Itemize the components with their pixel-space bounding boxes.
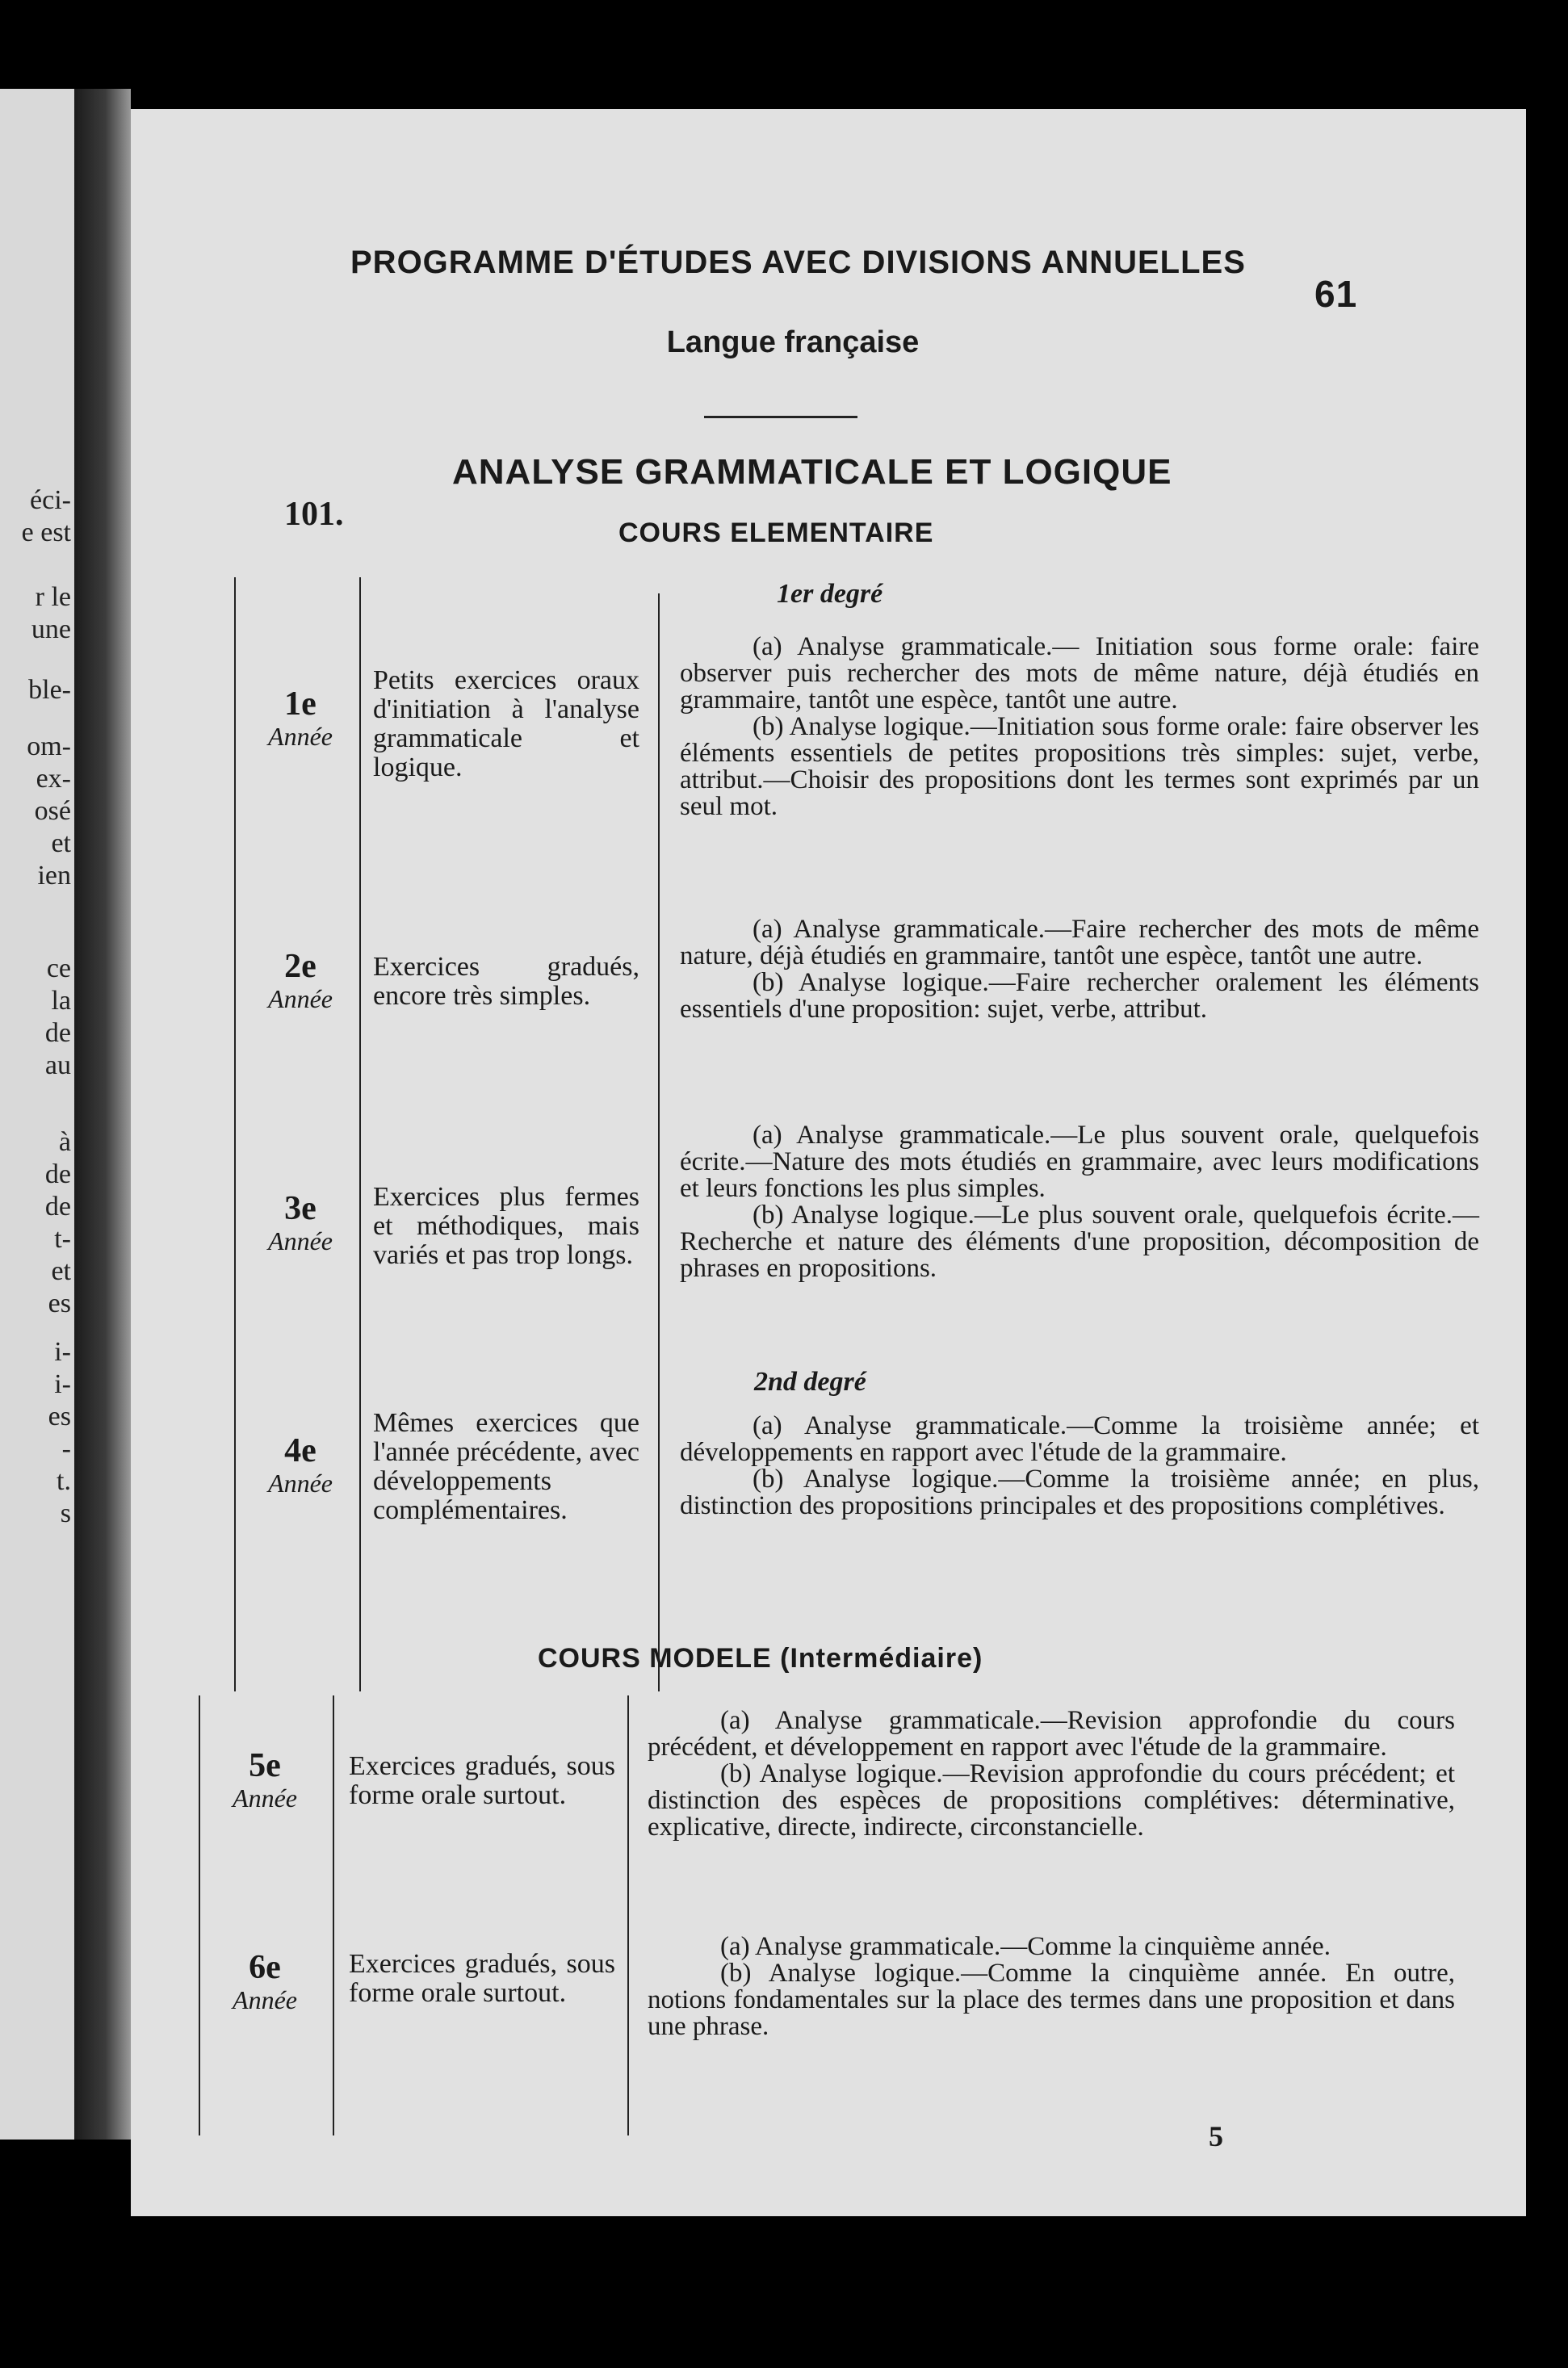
grammar-analysis-text: (a) Analyse grammaticale.—Revision approfondie du cours précédent, et développement en rapport avec l'étude de la grammaire. xyxy=(648,1706,1455,1762)
year-1-content xyxy=(680,634,1479,820)
year-2-label xyxy=(236,949,365,1013)
year-word: Année xyxy=(268,1226,333,1255)
logic-analysis-text: (b) Analyse logique.—Comme la troisième année; en plus, distinction des propositions principales et des propositions complétives. xyxy=(680,1465,1479,1520)
margin-fragment: t. xyxy=(57,1466,71,1496)
margin-fragment: es xyxy=(48,1289,71,1318)
logic-analysis-text: (b) Analyse logique.—Le plus souvent orale, quelquefois écrite.—Recherche et nature des éléments d'une proposition, décomposition de phrases en propositions. xyxy=(680,1201,1479,1283)
course-elementary-heading: COURS ELEMENTAIRE xyxy=(618,518,934,548)
year-number: 6e xyxy=(249,1949,281,1986)
signature-mark: 5 xyxy=(1209,2120,1223,2152)
margin-fragment: de xyxy=(44,1192,71,1222)
previous-page-edge xyxy=(0,89,74,2140)
grammar-analysis-text: (a) Analyse grammaticale.—Comme la cinquième année. xyxy=(720,1932,1331,1961)
margin-fragment: i- xyxy=(54,1369,71,1399)
year-3-content xyxy=(680,1122,1479,1282)
margin-fragment: i- xyxy=(54,1337,71,1367)
year-4-label xyxy=(236,1433,365,1498)
year-6-exercise: Exercices gradués, sous forme orale surtout. xyxy=(349,1949,615,2008)
margin-fragment: r le xyxy=(35,582,71,612)
margin-fragment: - xyxy=(61,1434,71,1464)
logic-analysis-text: (b) Analyse logique.—Revision approfondie du cours précédent; et distinction des espèces de propositions complétives: déterminative, explicative, directe, indirecte, circonstancielle. xyxy=(648,1759,1455,1842)
subject-title: Langue française xyxy=(666,325,920,359)
year-word: Année xyxy=(233,1783,297,1813)
document-page xyxy=(131,109,1526,2216)
grammar-analysis-text: (a) Analyse grammaticale.—Faire rechercher des mots de même nature, déjà étudiés en grammaire, tantôt une espèce, tantôt une autre. xyxy=(680,915,1479,970)
section-number: 101. xyxy=(284,496,344,533)
margin-fragment: ex- xyxy=(36,764,71,794)
year-1-label xyxy=(236,686,365,751)
logic-analysis-text: (b) Analyse logique.—Comme la cinquième année. En outre, notions fondamentales sur la place des termes dans une proposition et dans une phrase. xyxy=(648,1959,1455,2041)
degree-heading-first: 1er degré xyxy=(777,579,883,609)
year-2-content xyxy=(680,916,1479,1023)
table-rule-right xyxy=(658,593,660,1691)
year-number: 5e xyxy=(249,1747,281,1784)
margin-fragment: ien xyxy=(37,861,71,891)
running-title: PROGRAMME D'ÉTUDES AVEC DIVISIONS ANNUELLES xyxy=(350,245,1246,280)
year-number: 1e xyxy=(284,685,317,723)
margin-fragment: s xyxy=(60,1498,71,1528)
margin-fragment: ce xyxy=(46,953,71,983)
margin-fragment: la xyxy=(51,986,71,1016)
margin-fragment: e est xyxy=(21,518,71,547)
year-3-exercise: Exercices plus fermes et méthodiques, mais variés et pas trop longs. xyxy=(373,1182,639,1270)
title-rule xyxy=(704,416,857,418)
margin-fragment: une xyxy=(31,614,71,644)
year-5-exercise: Exercices gradués, sous forme orale surtout. xyxy=(349,1751,615,1810)
grammar-analysis-text: (a) Analyse grammaticale.—Le plus souvent orale, quelquefois écrite.—Nature des mots étudiés en grammaire, avec leurs modifications et leurs fonctions les plus simples. xyxy=(680,1121,1479,1203)
margin-fragment: osé xyxy=(34,796,71,826)
year-1-exercise: Petits exercices oraux d'initiation à l'analyse grammaticale et logique. xyxy=(373,665,639,782)
margin-fragment: t- xyxy=(54,1224,71,1254)
year-word: Année xyxy=(268,1469,333,1498)
year-6-label xyxy=(200,1950,329,2014)
margin-fragment: au xyxy=(44,1050,71,1080)
degree-heading-second: 2nd degré xyxy=(754,1367,866,1397)
margin-fragment: à xyxy=(58,1127,71,1157)
year-4-exercise: Mêmes exercices que l'année précédente, avec développements complémentaires. xyxy=(373,1408,639,1525)
margin-fragment: et xyxy=(51,1256,71,1286)
year-number: 4e xyxy=(284,1432,317,1469)
margin-fragment: om- xyxy=(27,731,71,761)
year-word: Année xyxy=(268,722,333,751)
margin-fragment: et xyxy=(51,828,71,858)
year-number: 3e xyxy=(284,1190,317,1227)
margin-fragment: ble- xyxy=(28,675,71,705)
year-5-label xyxy=(200,1748,329,1813)
page-number: 61 xyxy=(1314,273,1358,315)
margin-fragment: éci- xyxy=(30,485,71,515)
table2-rule-right xyxy=(627,1695,629,2135)
year-4-content xyxy=(680,1413,1479,1519)
table2-rule-mid xyxy=(333,1695,334,2135)
margin-fragment: de xyxy=(44,1159,71,1189)
year-3-label xyxy=(236,1191,365,1255)
year-5-content xyxy=(648,1708,1455,1841)
main-title: ANALYSE GRAMMATICALE ET LOGIQUE xyxy=(452,452,1172,492)
logic-analysis-text: (b) Analyse logique.—Faire rechercher oralement les éléments essentiels d'une proposition: sujet, verbe, attribut. xyxy=(680,968,1479,1024)
book-gutter xyxy=(74,89,131,2140)
year-word: Année xyxy=(233,1985,297,2014)
year-6-content xyxy=(648,1934,1455,2040)
grammar-analysis-text: (a) Analyse grammaticale.—Comme la troisième année; et développements en rapport avec l'étude de la grammaire. xyxy=(680,1411,1479,1467)
margin-fragment: es xyxy=(48,1402,71,1431)
grammar-analysis-text: (a) Analyse grammaticale.— Initiation sous forme orale: faire observer puis rechercher des mots de même nature, déjà étudiés en grammaire, tantôt une espèce, tantôt une autre. xyxy=(680,632,1479,715)
course-model-heading: COURS MODELE (Intermédiaire) xyxy=(538,1643,983,1674)
year-word: Année xyxy=(268,984,333,1013)
logic-analysis-text: (b) Analyse logique.—Initiation sous forme orale: faire observer les éléments essentiels de petites propositions très simples: sujet, verbe, attribut.—Choisir des propositions dont les termes sont exprimés par un seul mot. xyxy=(680,712,1479,821)
year-2-exercise: Exercices gradués, encore très simples. xyxy=(373,952,639,1011)
margin-fragment: de xyxy=(44,1018,71,1048)
year-number: 2e xyxy=(284,948,317,985)
